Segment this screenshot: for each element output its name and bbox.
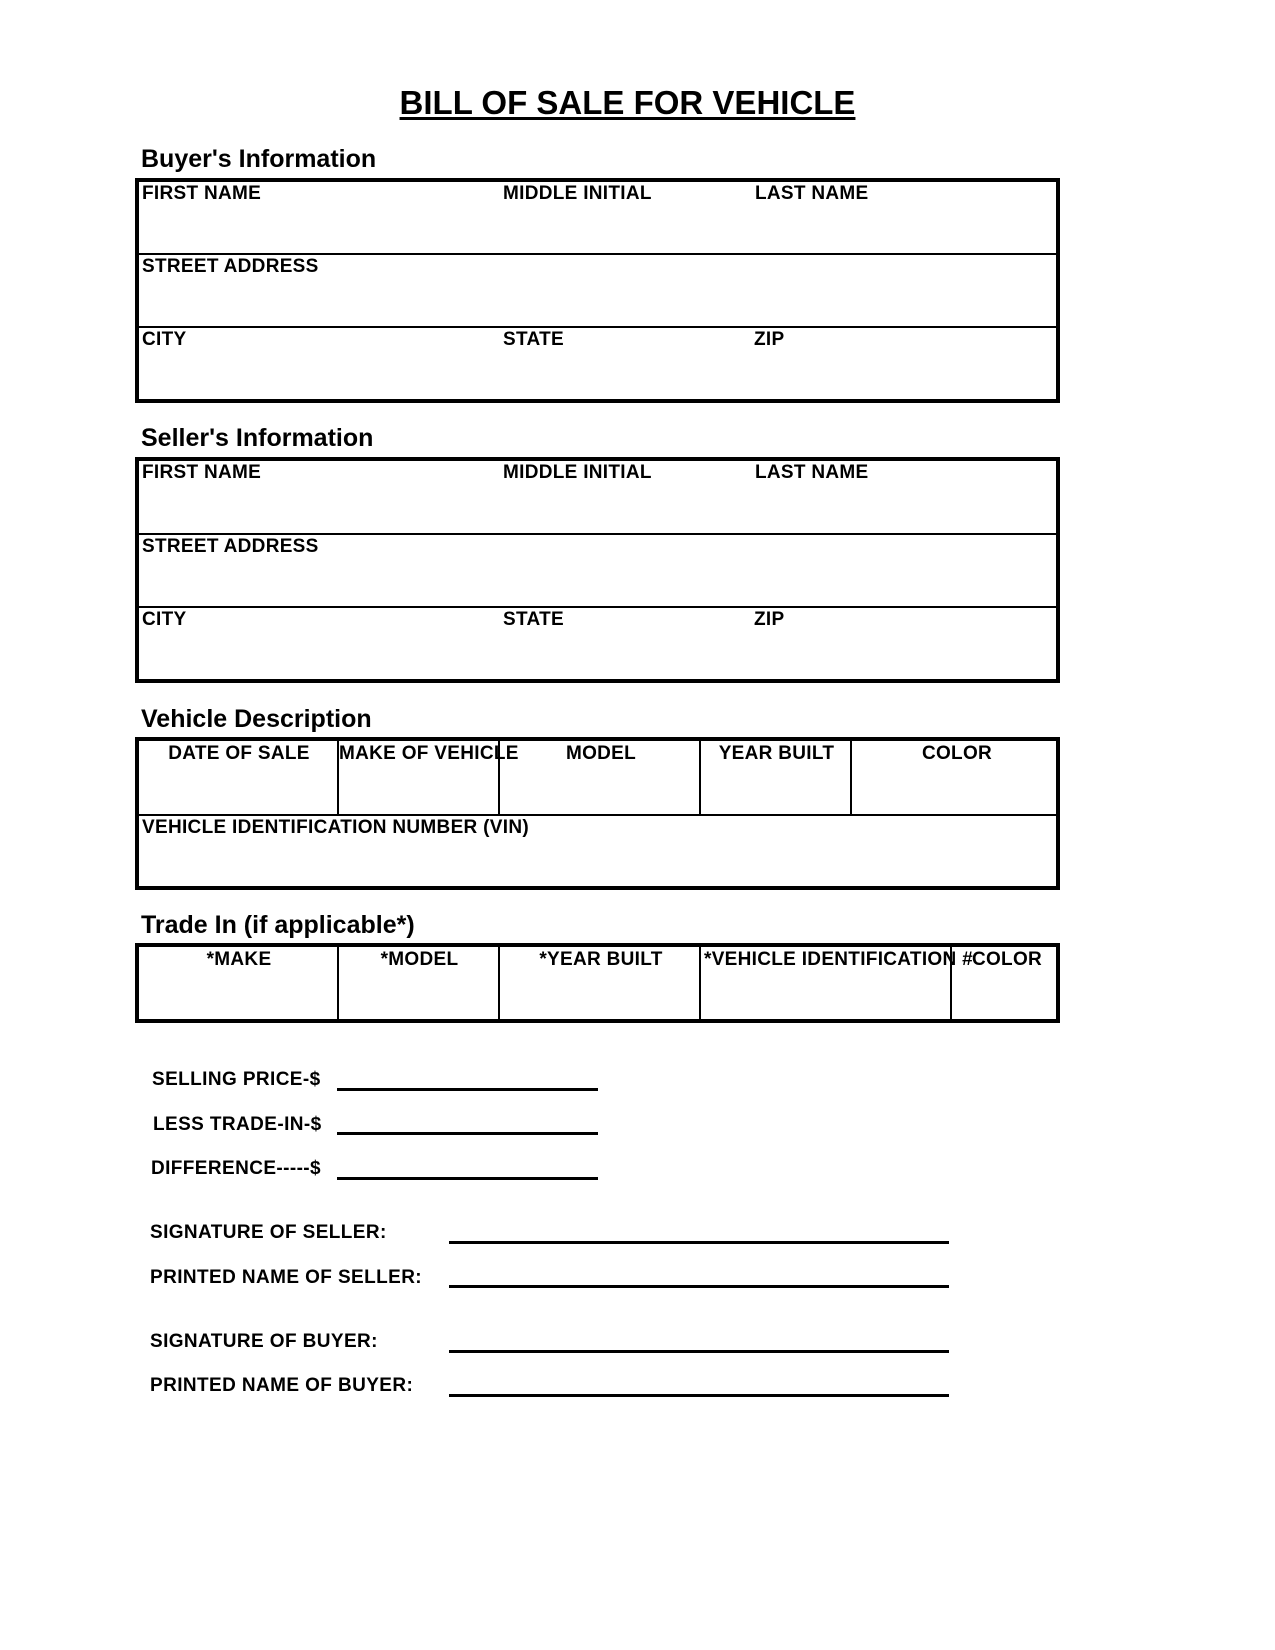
buyer-street-address-field[interactable]	[141, 281, 1053, 321]
color-field[interactable]	[854, 769, 1054, 809]
buyer-info-box	[135, 178, 1060, 403]
seller-signature-line	[449, 1241, 949, 1244]
buyer-city-label: CITY	[142, 329, 187, 350]
trade-in-vin-label: *VEHICLE IDENTIFICATION #	[704, 949, 973, 970]
buyer-printed-name-field[interactable]	[449, 1365, 949, 1395]
seller-city-label: CITY	[142, 609, 187, 630]
less-trade-in-line	[337, 1132, 598, 1135]
seller-middle-initial-label: MIDDLE INITIAL	[503, 462, 652, 483]
seller-state-field[interactable]	[501, 634, 751, 674]
seller-state-label: STATE	[503, 609, 564, 630]
model-field[interactable]	[502, 769, 697, 809]
seller-first-name-field[interactable]	[141, 487, 496, 527]
buyer-printed-name-label: PRINTED NAME OF BUYER:	[150, 1375, 414, 1396]
buyer-middle-initial-field[interactable]	[501, 208, 751, 248]
make-of-vehicle-label: MAKE OF VEHICLE	[339, 743, 519, 764]
selling-price-line	[337, 1088, 598, 1091]
seller-zip-field[interactable]	[753, 634, 1053, 674]
seller-first-name-label: FIRST NAME	[142, 462, 262, 483]
buyer-last-name-label: LAST NAME	[755, 183, 869, 204]
color-label: COLOR	[921, 743, 993, 764]
difference-label: DIFFERENCE-----$	[151, 1158, 321, 1179]
seller-info-box	[135, 457, 1060, 683]
seller-street-address-label: STREET ADDRESS	[142, 536, 319, 557]
row-divider	[139, 326, 1056, 328]
seller-printed-name-line	[449, 1285, 949, 1288]
trade-in-model-label: *MODEL	[380, 949, 459, 970]
buyer-signature-field[interactable]	[449, 1321, 949, 1351]
seller-middle-initial-field[interactable]	[501, 487, 751, 527]
seller-last-name-field[interactable]	[753, 487, 1053, 527]
trade-in-vin-field[interactable]	[703, 975, 948, 1015]
seller-printed-name-label: PRINTED NAME OF SELLER:	[150, 1267, 423, 1288]
year-built-label: YEAR BUILT	[718, 743, 835, 764]
difference-line	[337, 1177, 598, 1180]
trade-in-box	[135, 943, 1060, 1023]
year-built-field[interactable]	[703, 769, 848, 809]
buyer-printed-name-line	[449, 1394, 949, 1397]
trade-in-make-field[interactable]	[141, 975, 335, 1015]
buyer-signature-label: SIGNATURE OF BUYER:	[150, 1331, 378, 1352]
buyer-state-label: STATE	[503, 329, 564, 350]
seller-signature-label: SIGNATURE OF SELLER:	[150, 1222, 387, 1243]
seller-printed-name-field[interactable]	[449, 1256, 949, 1286]
buyer-signature-line	[449, 1350, 949, 1353]
seller-city-field[interactable]	[141, 634, 496, 674]
difference-field[interactable]	[337, 1149, 598, 1179]
less-trade-in-field[interactable]	[337, 1104, 598, 1134]
trade-in-color-label: COLOR	[971, 949, 1043, 970]
seller-street-address-field[interactable]	[141, 561, 1053, 601]
trade-in-year-built-label: *YEAR BUILT	[539, 949, 663, 970]
row-divider	[139, 533, 1056, 535]
vehicle-section-heading: Vehicle Description	[141, 705, 372, 733]
less-trade-in-label: LESS TRADE-IN-$	[153, 1114, 322, 1135]
row-divider	[139, 814, 1056, 816]
trade-in-model-field[interactable]	[341, 975, 496, 1015]
date-of-sale-label: DATE OF SALE	[168, 743, 310, 764]
selling-price-label: SELLING PRICE-$	[152, 1069, 321, 1090]
buyer-first-name-label: FIRST NAME	[142, 183, 262, 204]
buyer-last-name-field[interactable]	[753, 208, 1053, 248]
seller-section-heading: Seller's Information	[141, 424, 374, 452]
trade-in-year-built-field[interactable]	[502, 975, 697, 1015]
buyer-state-field[interactable]	[501, 354, 751, 394]
buyer-middle-initial-label: MIDDLE INITIAL	[503, 183, 652, 204]
trade-in-color-field[interactable]	[954, 975, 1054, 1015]
document-title: BILL OF SALE FOR VEHICLE	[399, 84, 856, 121]
buyer-section-heading: Buyer's Information	[141, 145, 377, 173]
buyer-street-address-label: STREET ADDRESS	[142, 256, 319, 277]
row-divider	[139, 253, 1056, 255]
seller-last-name-label: LAST NAME	[755, 462, 869, 483]
seller-zip-label: ZIP	[754, 609, 785, 630]
vin-field[interactable]	[141, 842, 1053, 882]
date-of-sale-field[interactable]	[141, 769, 335, 809]
buyer-zip-field[interactable]	[753, 354, 1053, 394]
trade-in-section-heading: Trade In (if applicable*)	[141, 911, 415, 939]
seller-signature-field[interactable]	[449, 1212, 949, 1242]
vin-label: VEHICLE IDENTIFICATION NUMBER (VIN)	[142, 817, 529, 838]
buyer-city-field[interactable]	[141, 354, 496, 394]
make-of-vehicle-field[interactable]	[341, 769, 496, 809]
selling-price-field[interactable]	[337, 1060, 598, 1090]
buyer-zip-label: ZIP	[754, 329, 785, 350]
buyer-first-name-field[interactable]	[141, 208, 496, 248]
row-divider	[139, 606, 1056, 608]
model-label: MODEL	[565, 743, 637, 764]
trade-in-make-label: *MAKE	[206, 949, 272, 970]
vehicle-description-box	[135, 737, 1060, 890]
